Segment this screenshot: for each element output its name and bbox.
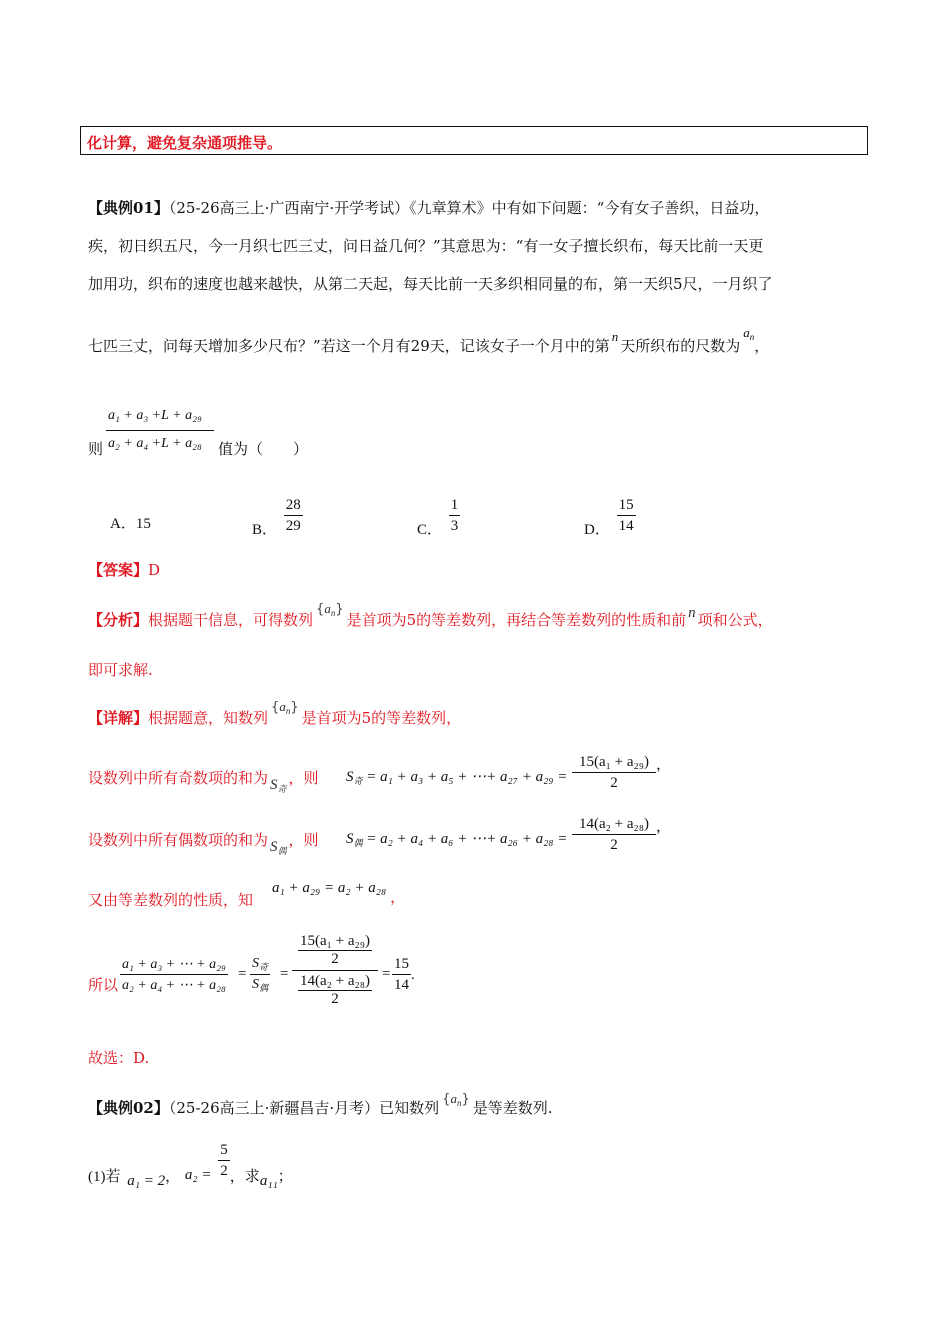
q1-target: a₁₁ (259, 1173, 278, 1189)
example1-q-den: a₂ + a₄ +L + a₂₈ (108, 436, 202, 451)
detail-label: 【详解】 (88, 709, 149, 727)
q1-a1: a₁ = 2 (127, 1173, 166, 1189)
even-sum-symbol: $S_偶$ (270, 839, 287, 856)
detail-line1: 【详解】根据题意，知数列$\{a_n\}$是首项为5的等差数列， (88, 699, 462, 727)
example1-line4-a: 七匹三丈，问每天增加多少尺布？”若这一个月有29天，记该女子一个月中的第 (88, 337, 610, 355)
so-final-fraction: $\frac{15}{14}$ . (394, 956, 415, 993)
example2-tag: 【典例02】 (88, 1099, 169, 1117)
example1-line4-an: $a_n$ (743, 325, 755, 342)
example1-line1 (88, 198, 769, 218)
option-c-den: 3 (450, 518, 459, 534)
option-b-den: 29 (285, 518, 301, 534)
so-eq2: = (280, 966, 289, 982)
option-a: A．15 (110, 516, 151, 532)
detail-seq: $\{a_n\}$ (271, 699, 299, 716)
even-sum-expr: $S_偶 = a_2 + a_4 + a_6$ + ⋯+ a₂₆ + a₂₈ = (346, 831, 568, 848)
so-eq3: = (382, 966, 391, 982)
option-d-den: 14 (618, 518, 634, 534)
detail-odd-line: 设数列中所有奇数项的和为 $S_奇$，则 (88, 769, 319, 794)
detail-conclusion: 故选：D. (88, 1049, 150, 1067)
odd-sum-fraction: $\frac{\text{15(a₁ + a₂₉)}}{2}$ ， (572, 754, 671, 792)
option-a-value: 15 (135, 516, 151, 532)
example2-line1: 【典例02】（25-26高三上·新疆昌吉·月考）已知数列 $\{a_n\}$ 是等差数列. (88, 1091, 553, 1117)
option-b: B． $\frac{28}{29}$ (252, 497, 301, 539)
example1-line3: 加用功，织布的速度也越来越快，从第二天起，每天比前一天多织相同量的布，第一天织5尺，一月织了 (88, 275, 773, 293)
example1-line4 (88, 325, 770, 361)
option-c-num: 1 (449, 497, 461, 516)
option-c: C． $\frac{1}{3}$ (417, 497, 459, 539)
odd-sum-symbol: $S_奇$ (270, 777, 287, 794)
example1-q-num: a₁ + a₃ +L + a₂₉ (108, 408, 202, 423)
option-d: D． $\frac{15}{14}$ (584, 497, 634, 539)
so-complex-fraction: 15(a₁ + a₂₉) 2 14(a₂ + a₂₈) 2 (292, 933, 378, 1008)
analysis-n: n (688, 605, 696, 621)
example2-source: （25-26高三上·新疆昌吉·月考） (168, 1099, 380, 1117)
example1-source: （25-26高三上·广西南宁·开学考试） (168, 199, 410, 217)
so-ratio-lhs: $\frac{\text{a₁ + a₃ + ⋯ + a₂₉}}{\text{a₂ + a₄ + ⋯ + a₂₈}}$ (122, 957, 226, 993)
example2-seq: $\{a_n\}$ (442, 1091, 470, 1108)
option-d-num: 15 (617, 497, 636, 516)
example1-q-prefix: 则 (88, 440, 104, 458)
example1-line2: 疾，初日织五尺，今一月织七匹三丈，问日益几何？”其意思为：“有一女子擅长织布，每天比前一天更 (88, 237, 764, 255)
so-ratio-S: $\frac{S_奇}{S_偶}$ (252, 956, 269, 993)
example1-tag: 【典例01】 (88, 199, 169, 217)
intro-box-text: 化计算，避免复杂通项推导。 (87, 134, 283, 152)
analysis-line2: 即可求解. (88, 661, 153, 679)
answer-line (88, 560, 160, 580)
so-eq1: = (238, 966, 247, 982)
answer-value: D (148, 561, 161, 579)
example1-q-suffix: 值为（ ） (218, 440, 309, 458)
detail-so-text: 所以 (88, 976, 119, 994)
example1-line4-end: ， (754, 337, 770, 355)
answer-label: 【答案】 (88, 561, 149, 579)
example1-line1-rest: 《九章算术》中有如下问题：“今有女子善织，日益功， (409, 199, 770, 217)
odd-sum-expr: $S_奇 = a_1 + a_3 + a_5$ + ⋯+ a₂₇ + a₂₉ = (346, 769, 568, 786)
q1-a2: a₂ = (184, 1167, 212, 1183)
analysis-line1: 【分析】根据题干信息，可得数列$\{a_n\}$是首项为5的等差数列，再结合等差数列的性质和前 n 项和公式， (88, 601, 773, 629)
example2-q1: (1)若 a₁ = 2， a₂ = $\frac{5}{2}$ ，求a₁₁； (88, 1142, 293, 1189)
option-b-num: 28 (284, 497, 303, 516)
prop-expr: a₁ + a₂₉ = a₂ + a₂₈， (272, 880, 406, 906)
analysis-label: 【分析】 (88, 611, 149, 629)
example1-q-bar (106, 430, 214, 431)
example1-line4-n: n (611, 329, 619, 344)
even-sum-fraction: $\frac{\text{14(a₂ + a₂₈)}}{2}$ ， (572, 816, 671, 854)
analysis-seq: $\{a_n\}$ (316, 601, 344, 618)
intro-box (80, 126, 868, 155)
detail-prop-line: 又由等差数列的性质，知 (88, 891, 254, 909)
detail-even-line: 设数列中所有偶数项的和为 $S_偶$，则 (88, 831, 319, 856)
example1-line4-b: 天所织布的尺数为 (620, 337, 741, 355)
